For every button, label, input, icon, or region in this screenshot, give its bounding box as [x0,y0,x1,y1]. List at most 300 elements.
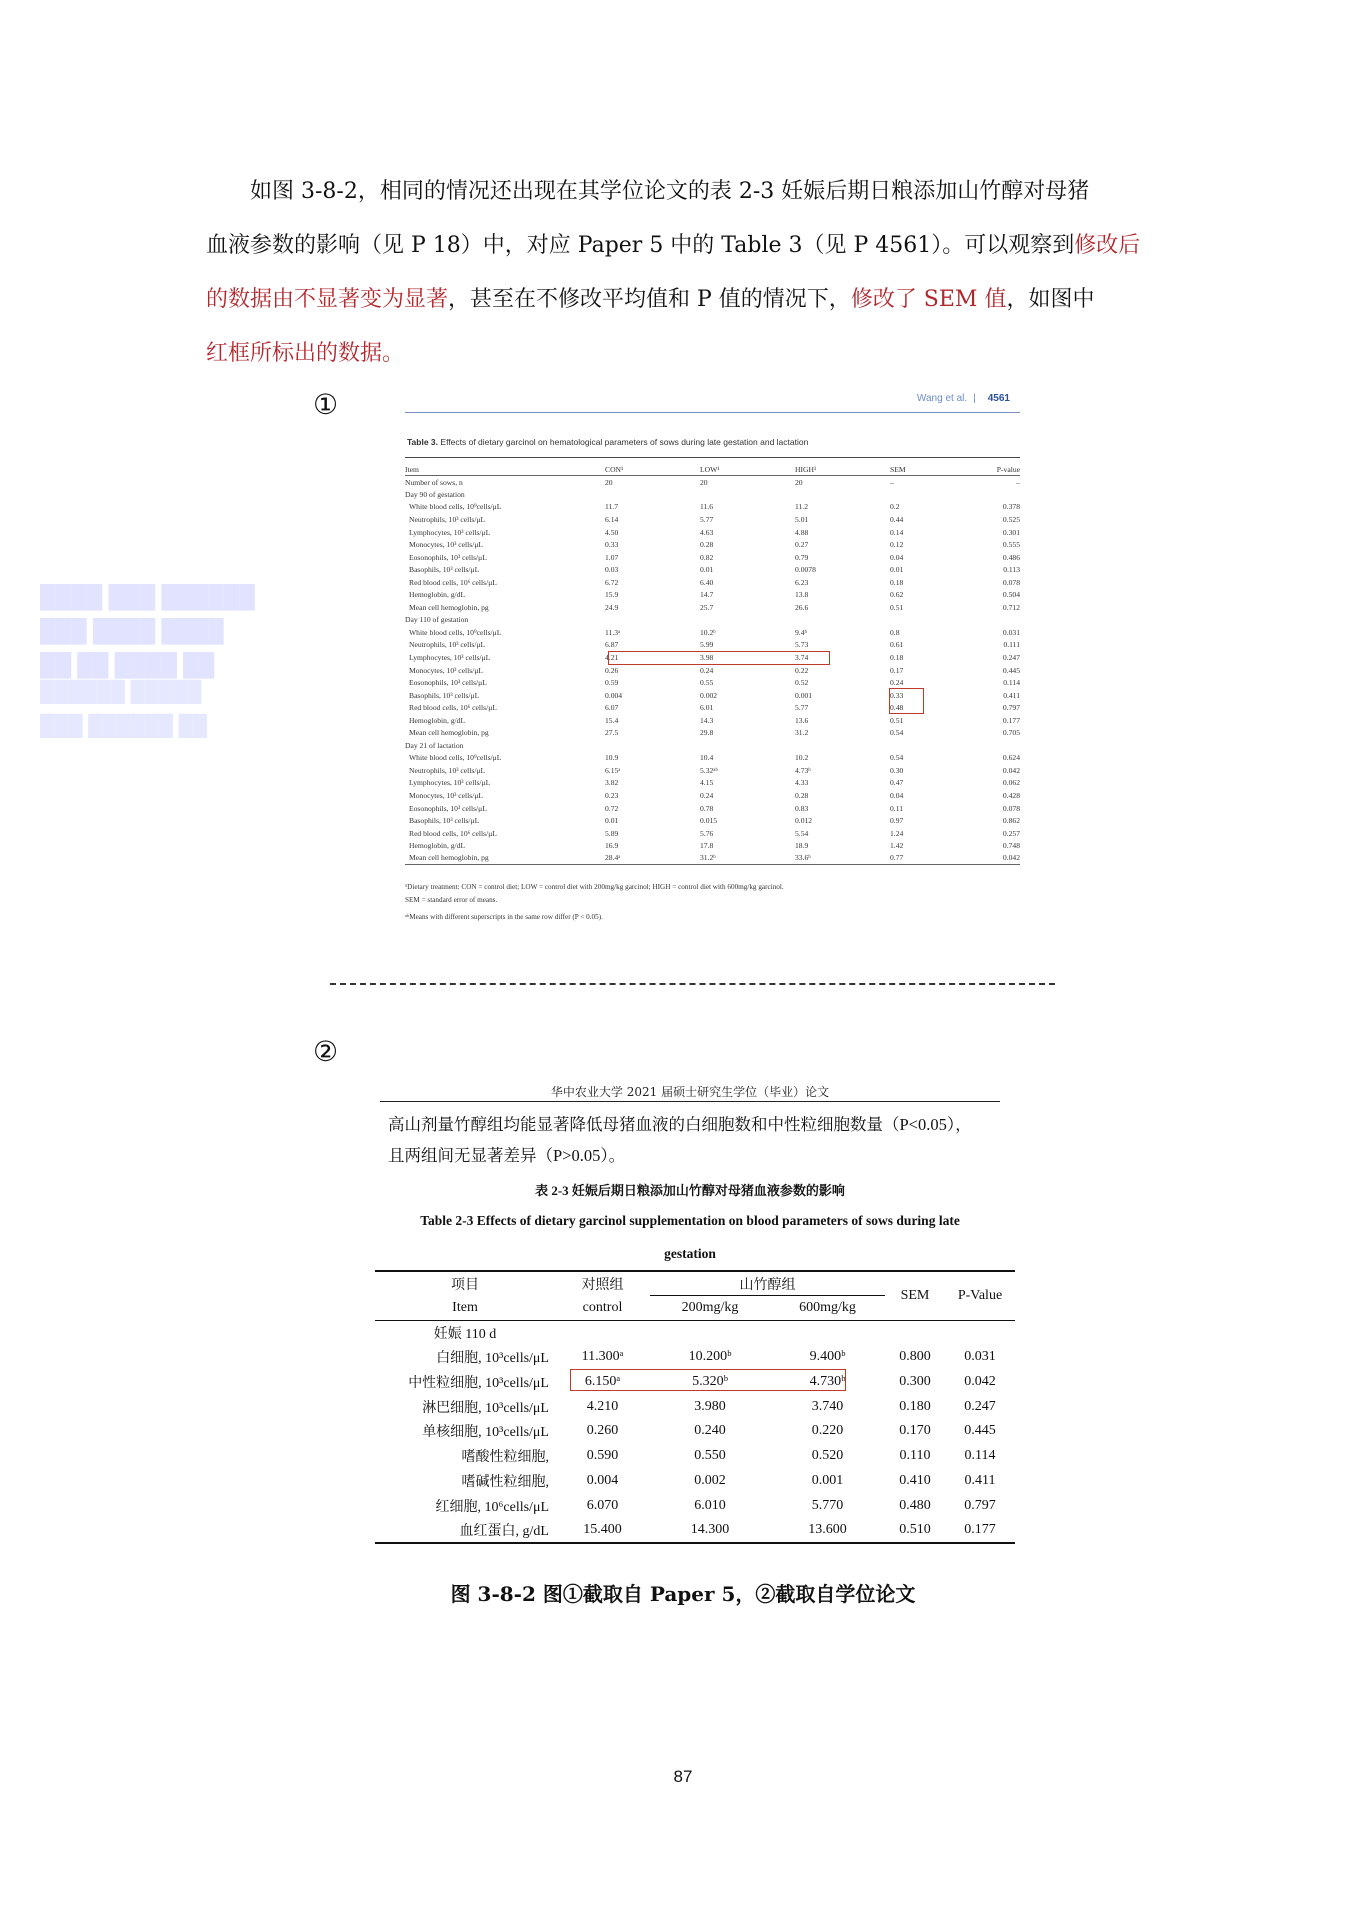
thesis-cell: 嗜碱性粒细胞, [461,1474,549,1490]
paper-table-title [407,437,808,447]
paper-cell: White blood cells, 10⁹cells/μL [409,753,502,763]
paper-cell: 0.82 [700,552,714,562]
paper-table-row [405,538,1020,551]
paper-table-row [405,701,1020,714]
paper-cell: Hemoglobin, g/dL [409,715,466,725]
paper-table-row [405,476,1020,489]
paper-cell: 0.24 [700,665,714,675]
paper-table-row [405,664,1020,677]
paper-cell: 14.3 [700,715,714,725]
paper-group-row [405,488,1020,501]
thesis-cell: 0.590 [586,1448,619,1464]
paper-cell: 0.2 [890,502,900,512]
paper-cell: 0.114 [1003,678,1020,688]
paragraph-highlight: 修改了 SEM 值 [850,287,1007,312]
paper-cell: 0.33 [605,540,619,550]
thesis-cell: 中性粒细胞, 10³cells/μL [408,1376,549,1392]
paper-table-row [405,827,1020,840]
paper-cell: 0.555 [1002,540,1020,550]
thesis-cell: 0.240 [694,1423,726,1439]
paper-cell: 29.8 [700,728,714,738]
paper-cell: 13.8 [795,590,809,600]
thesis-cell: 3.740 [811,1398,844,1414]
paper-cell: 0.03 [605,565,619,575]
paragraph-highlight: 修改后 [1074,233,1141,258]
bleed-through-text: ██████ █████ ███ ██████ ██ [40,681,207,737]
paper-group-row [405,739,1020,752]
paper-table-row [405,563,1020,576]
paper-cell: Day 110 of gestation [405,615,469,625]
paper-table-row [405,726,1020,739]
paper-cell: 0.44 [890,514,904,524]
paper-table-row [405,576,1020,589]
paper-cell: 31.2ᵇ [700,852,795,865]
paper-cell: 0.301 [1002,527,1020,537]
paper-cell: 0.002 [700,690,718,700]
thesis-cell: 13.600 [770,1518,885,1543]
paper-cell: 4.15 [700,778,714,788]
section-divider [330,983,1055,985]
paper-cell: 11.3ᵃ [605,627,621,637]
paper-cell: 0.748 [1002,841,1020,851]
paper-cell: 18.9 [795,841,809,851]
paper-cell: 0.8 [890,627,900,637]
paper-cell: 6.23 [795,577,809,587]
paper-cell: 27.5 [605,728,619,738]
paper-cell: 20 [700,477,708,487]
thesis-cell: 0.001 [811,1472,844,1488]
thesis-cell: 4.730ᵇ [809,1374,846,1390]
paper-cell: 11.2 [795,502,809,512]
paper-cell: 0.54 [890,753,904,763]
thesis-cell: 0.247 [964,1398,996,1414]
paper-cell: – [1016,477,1020,487]
paper-cell: 5.99 [700,640,714,650]
paper-table-row [405,626,1020,639]
bleed-through-text: ████ ███ ██████ ███ ████ ████ ██ ██ ████ ██ [40,584,255,677]
paper-cell: 20 [605,477,613,487]
paper-cell: 0.177 [1002,715,1020,725]
thesis-col-header: 对照组 [555,1271,650,1296]
paper-cell [960,614,1020,627]
paper-cell: Hemoglobin, g/dL [409,841,466,851]
thesis-cell: 0.550 [694,1448,726,1464]
paper-cell [605,488,700,501]
paper-cell: Neutrophils, 10³ cells/μL [409,514,486,524]
paper-cell: 0.062 [1002,778,1020,788]
thesis-cell: 6.070 [586,1497,619,1513]
paper-cell: 4.63 [700,527,714,537]
paper-cell: Eosonophils, 10³ cells/μL [409,552,487,562]
thesis-text-line: 且两组间无显著差异（P>0.05）。 [388,1146,626,1165]
paper-cell: 0.411 [1003,690,1020,700]
paper-cell: 0.72 [605,803,619,813]
thesis-cell: 9.400ᵇ [809,1349,846,1365]
thesis-col-header: P-Value [945,1271,1015,1320]
thesis-col-header: SEM [885,1271,945,1320]
paper-cell [890,614,960,627]
paper-cell: 15.4 [605,715,619,725]
paper-cell: Red blood cells, 10⁶ cells/μL [409,828,497,838]
thesis-cell: 0.004 [586,1472,619,1488]
paper-cell: 0.47 [890,778,904,788]
paper-cell: 5.54 [795,828,809,838]
paper-cell: 24.9 [605,602,619,612]
paper-cell: 15.9 [605,590,619,600]
paper-table-row [405,814,1020,827]
paper-cell: 5.77 [700,514,714,524]
paper-col-header: LOW¹ [700,463,795,476]
paper-cell: 3.98 [700,652,714,662]
highlight-box-neutrophils-thesis [570,1369,846,1391]
thesis-header-rule [380,1101,1000,1102]
paper-cell: 4.73ᵇ [795,765,811,775]
paper-cell: 1.42 [890,841,904,851]
paper-cell: 11.7 [605,502,619,512]
paper-cell: 0.55 [700,678,714,688]
paper-table-label: Table 3. [407,437,439,447]
thesis-table-title-en: Table 2-3 Effects of dietary garcinol supplementation on blood parameters of sows during late [420,1213,960,1228]
paper-footnote: SEM = standard error of means. [405,896,498,904]
paper-cell: Mean cell hemoglobin, pg [405,852,605,865]
thesis-table-title-en: gestation [664,1246,716,1261]
paper-cell: 10.9 [605,753,619,763]
paper-cell: 25.7 [700,602,714,612]
paper-cell: Monocytes, 10³ cells/μL [409,790,484,800]
paper-cell: – [890,477,894,487]
thesis-col-header: control [555,1296,650,1321]
paper-col-header: HIGH¹ [795,463,890,476]
paper-cell: 0.01 [700,565,714,575]
paper-cell: 4.33 [795,778,809,788]
paper-cell: Lymphocytes, 10³ cells/μL [409,527,491,537]
paper-cell: 0.0078 [795,565,816,575]
highlight-box-sem-paper [889,688,924,714]
paper-cell: 0.624 [1002,753,1020,763]
thesis-cell: 4.210 [586,1398,619,1414]
paper-cell: Red blood cells, 10⁶ cells/μL [409,703,497,713]
thesis-col-header: Item [375,1296,555,1321]
paper-header-rule [405,412,1020,413]
paper-cell: 0.54 [890,728,904,738]
thesis-cell: 0.042 [964,1374,996,1390]
paper-cell: 0.012 [795,816,813,826]
paper-cell: 5.76 [700,828,714,838]
thesis-cell: 0.410 [899,1472,931,1488]
paper-cell: 0.59 [605,678,619,688]
paper-cell: 0.27 [795,540,809,550]
paper-table-row [405,588,1020,601]
thesis-cell: 0.180 [899,1398,931,1414]
paper-table-row [405,513,1020,526]
paper-cell: Mean cell hemoglobin, pg [409,602,489,612]
paper-cell: 0.445 [1002,665,1020,675]
paper-cell: 4.50 [605,527,619,537]
thesis-data-table [375,1270,1015,1544]
paper-cell: 0.22 [795,665,809,675]
thesis-col-group-header: 山竹醇组 [650,1271,885,1296]
paragraph-highlight: 的数据由不显著变为显著 [206,287,449,312]
paper-cell: 0.004 [605,690,623,700]
paper-cell: 0.24 [700,790,714,800]
paper-cell [700,614,795,627]
thesis-cell: 0.177 [945,1518,1015,1543]
paper-cell [890,739,960,752]
paper-cell: 0.797 [1002,703,1020,713]
thesis-cell: 0.031 [964,1349,996,1365]
paper-cell: 0.428 [1002,790,1020,800]
paper-title-rule [405,457,1020,458]
paper-cell: 4.21 [605,652,619,662]
paper-cell: 5.73 [795,640,809,650]
thesis-cell: 0.002 [694,1472,726,1488]
paper-cell: 6.72 [605,577,619,587]
paper-cell [605,739,700,752]
paper-cell: Lymphocytes, 10³ cells/μL [409,778,491,788]
paper-col-header: CON¹ [605,463,700,476]
paper-cell: Monocytes, 10³ cells/μL [409,665,484,675]
thesis-cell: 6.010 [694,1497,726,1513]
paper-cell: 3.82 [605,778,619,788]
paper-cell: 3.74 [795,652,809,662]
paper-cell: 1.07 [605,552,619,562]
thesis-cell: 0.510 [885,1518,945,1543]
paper-cell: 28.4ᵃ [605,852,700,865]
paper-cell: 0.04 [890,552,904,562]
thesis-cell: 0.797 [964,1497,996,1513]
paper-col-header: Item [405,463,605,476]
paper-author: Wang et al. [916,393,968,404]
thesis-cell: 11.300ᵃ [581,1349,624,1365]
thesis-cell: 0.110 [899,1448,931,1464]
paper-cell: 0.23 [605,790,619,800]
paper-cell: 6.87 [605,640,619,650]
paper-cell: Number of sows, n [405,477,463,487]
thesis-table-row [375,1469,1015,1494]
thesis-cell: 嗜酸性粒细胞, [461,1450,549,1466]
paper-page-number: 4561 [987,393,1010,404]
paper-table-row [405,789,1020,802]
label-circled-2: ② [313,1035,339,1068]
thesis-cell: 白细胞, 10³cells/μL [436,1351,549,1367]
paper-cell: 0.14 [890,527,904,537]
thesis-cell: 0.220 [811,1423,844,1439]
paper-cell: 17.8 [700,841,714,851]
paper-table-row [405,676,1020,689]
paper-footnote: ¹Dietary treatment: CON = control diet; LOW = control diet with 200mg/kg garcinol; HIGH = control diet with 600mg/kg garcinol. [405,883,784,891]
paper-cell: 0.01 [605,816,619,826]
paper-table-row [405,839,1020,852]
paper-cell: Basophils, 10³ cells/μL [409,690,480,700]
paper-cell: 6.40 [700,577,714,587]
paper-cell: 0.77 [890,852,960,865]
paper-cell: 0.705 [1002,728,1020,738]
thesis-cell: 单核细胞, 10³cells/μL [422,1425,549,1441]
paper-cell: 31.2 [795,728,809,738]
thesis-cell: 0.520 [811,1448,844,1464]
paper-running-header [917,393,1010,404]
paper-cell: 0.51 [890,715,904,725]
paper-cell: 10.2ᵇ [700,627,716,637]
paper-cell: 10.2 [795,753,809,763]
thesis-cell: 6.150ᵃ [584,1374,621,1390]
paper-cell: 0.862 [1002,816,1020,826]
highlight-box-neutrophils-paper [608,651,830,665]
paper-cell [795,739,890,752]
paper-col-header: P-value [960,463,1020,476]
thesis-table-row [375,1394,1015,1419]
paper-cell: 0.015 [700,816,718,826]
thesis-cell: 0.300 [899,1374,931,1390]
paper-cell: 0.28 [795,790,809,800]
figure-caption: 图 3-8-2 图①截取自 Paper 5，②截取自学位论文 [450,1582,916,1606]
thesis-col-header: 项目 [375,1271,555,1296]
paper-cell: 9.4ᵇ [795,627,807,637]
paragraph-line-2: 血液参数的影响（见 P 18）中，对应 Paper 5 中的 Table 3（见 P 4561）。可以观察到 [206,233,1075,258]
paper-cell: 0.378 [1002,502,1020,512]
thesis-cell: 0.260 [586,1423,619,1439]
paper-cell: 0.042 [1002,765,1020,775]
paper-cell: Neutrophils, 10³ cells/μL [409,640,486,650]
paper-cell: 0.12 [890,540,904,550]
paper-cell: 5.89 [605,828,619,838]
paper-cell: 5.01 [795,514,809,524]
paper-cell [605,614,700,627]
thesis-group-label: 妊娠 110 d [433,1326,497,1342]
paper-cell: Red blood cells, 10⁶ cells/μL [409,577,497,587]
paper-cell: 0.18 [890,577,904,587]
paper-cell: 0.97 [890,816,904,826]
thesis-cell: 5.770 [811,1497,844,1513]
paper-cell: 26.6 [795,602,809,612]
paper-cell: 5.77 [795,703,809,713]
paper-table-title-text: Effects of dietary garcinol on hematological parameters of sows during late gestation and lactation [440,437,809,447]
paper-table-row [405,852,1020,865]
paper-cell: 6.07 [605,703,619,713]
paper-cell: 0.18 [890,652,904,662]
thesis-cell: 血红蛋白, g/dL [375,1518,555,1543]
page-number: 87 [673,1767,693,1786]
paper-cell: 6.14 [605,514,619,524]
paper-cell: 20 [795,477,803,487]
paper-table-row [405,714,1020,727]
thesis-cell: 0.480 [899,1497,931,1513]
thesis-table-row [375,1345,1015,1370]
paper-cell: 0.504 [1002,590,1020,600]
paper-cell: White blood cells, 10⁹cells/μL [409,627,502,637]
paper-cell [700,739,795,752]
paper-cell: 0.247 [1002,652,1020,662]
paper-table-row [405,764,1020,777]
paper-cell: 1.24 [890,828,904,838]
paper-group-row [405,614,1020,627]
paper-table-row [405,802,1020,815]
paragraph-line-1: 如图 3-8-2，相同的情况还出现在其学位论文的表 2-3 妊娠后期日粮添加山竹醇对母猪 [250,179,1090,204]
paper-cell: 0.04 [890,790,904,800]
paper-table-row [405,526,1020,539]
paper-cell: 0.486 [1002,552,1020,562]
paper-cell: Lymphocytes, 10³ cells/μL [409,652,491,662]
thesis-running-header: 华中农业大学 2021 届硕士研究生学位（毕业）论文 [550,1085,830,1099]
paper-cell: 33.6ᵇ [795,852,890,865]
paper-cell: 0.042 [960,852,1020,865]
paragraph-line-4: 红框所标出的数据。 [206,341,405,366]
paper-cell: 10.4 [700,753,714,763]
paper-cell: 0.62 [890,590,904,600]
paper-table-row [405,777,1020,790]
thesis-cell: 0.411 [964,1472,996,1488]
paper-cell: 0.001 [795,690,813,700]
thesis-table-row [375,1518,1015,1543]
thesis-table-row [375,1444,1015,1469]
paper-table-row [405,689,1020,702]
paper-cell: 0.83 [795,803,809,813]
paper-cell: 0.17 [890,665,904,675]
paper-cell [890,488,960,501]
thesis-cell: 0.170 [899,1423,931,1439]
thesis-cell: 0.445 [964,1423,996,1439]
thesis-col-header: 200mg/kg [650,1296,770,1321]
thesis-cell: 淋巴细胞, 10³cells/μL [422,1400,549,1416]
paper-table-row [405,601,1020,614]
thesis-cell: 0.800 [899,1349,931,1365]
paper-cell: 16.9 [605,841,619,851]
paragraph-line-3-end: ，如图中 [1006,287,1095,312]
thesis-cell: 5.320ᵇ [692,1374,728,1390]
thesis-cell: 15.400 [555,1518,650,1543]
paper-cell: Monocytes, 10³ cells/μL [409,540,484,550]
paper-header-separator: | [973,393,976,404]
paper-table-row [405,501,1020,514]
paper-table-row [405,639,1020,652]
paper-cell [795,614,890,627]
paper-cell: 0.48 [890,703,904,713]
paper-cell: White blood cells, 10⁹cells/μL [409,502,502,512]
paper-cell: 0.61 [890,640,904,650]
paper-cell: 0.33 [890,690,904,700]
paper-footnote: ᵃᵇMeans with different superscripts in the same row differ (P < 0.05). [405,913,603,921]
paper-cell: 0.79 [795,552,809,562]
thesis-text-line: 高山剂量竹醇组均能显著降低母猪血液的白细胞数和中性粒细胞数量（P<0.05）， [388,1115,972,1134]
paper-cell: Hemoglobin, g/dL [409,590,466,600]
paper-cell: Day 21 of lactation [405,740,464,750]
thesis-table-title-cn: 表 2-3 妊娠后期日粮添加山竹醇对母猪血液参数的影响 [535,1183,845,1198]
paper-cell: 0.113 [1003,565,1020,575]
paper-cell: Eosonophils, 10³ cells/μL [409,678,487,688]
paper-cell: 0.26 [605,665,619,675]
paragraph-line-3: ，甚至在不修改平均值和 P 值的情况下， [448,287,851,312]
paper-cell: 0.24 [890,678,904,688]
paper-cell: Basophils, 10³ cells/μL [409,565,480,575]
paper-cell: 0.51 [890,602,904,612]
paper-table-row [405,551,1020,564]
paper-cell [700,488,795,501]
paper-cell: 0.78 [700,803,714,813]
paper-cell: 6.15ᵃ [605,765,621,775]
thesis-cell: 14.300 [650,1518,770,1543]
thesis-col-header: 600mg/kg [770,1296,885,1321]
paper-cell: 13.6 [795,715,809,725]
paper-cell: 0.11 [890,803,904,813]
thesis-cell: 0.114 [964,1448,996,1464]
paper-cell: 0.111 [1003,640,1020,650]
paper-cell: 0.078 [1002,803,1020,813]
thesis-cell: 红细胞, 10⁶cells/μL [435,1499,549,1515]
paper-cell: 14.7 [700,590,714,600]
thesis-table-row [375,1493,1015,1518]
paper-cell: 11.6 [700,502,714,512]
paper-cell: 0.52 [795,678,809,688]
